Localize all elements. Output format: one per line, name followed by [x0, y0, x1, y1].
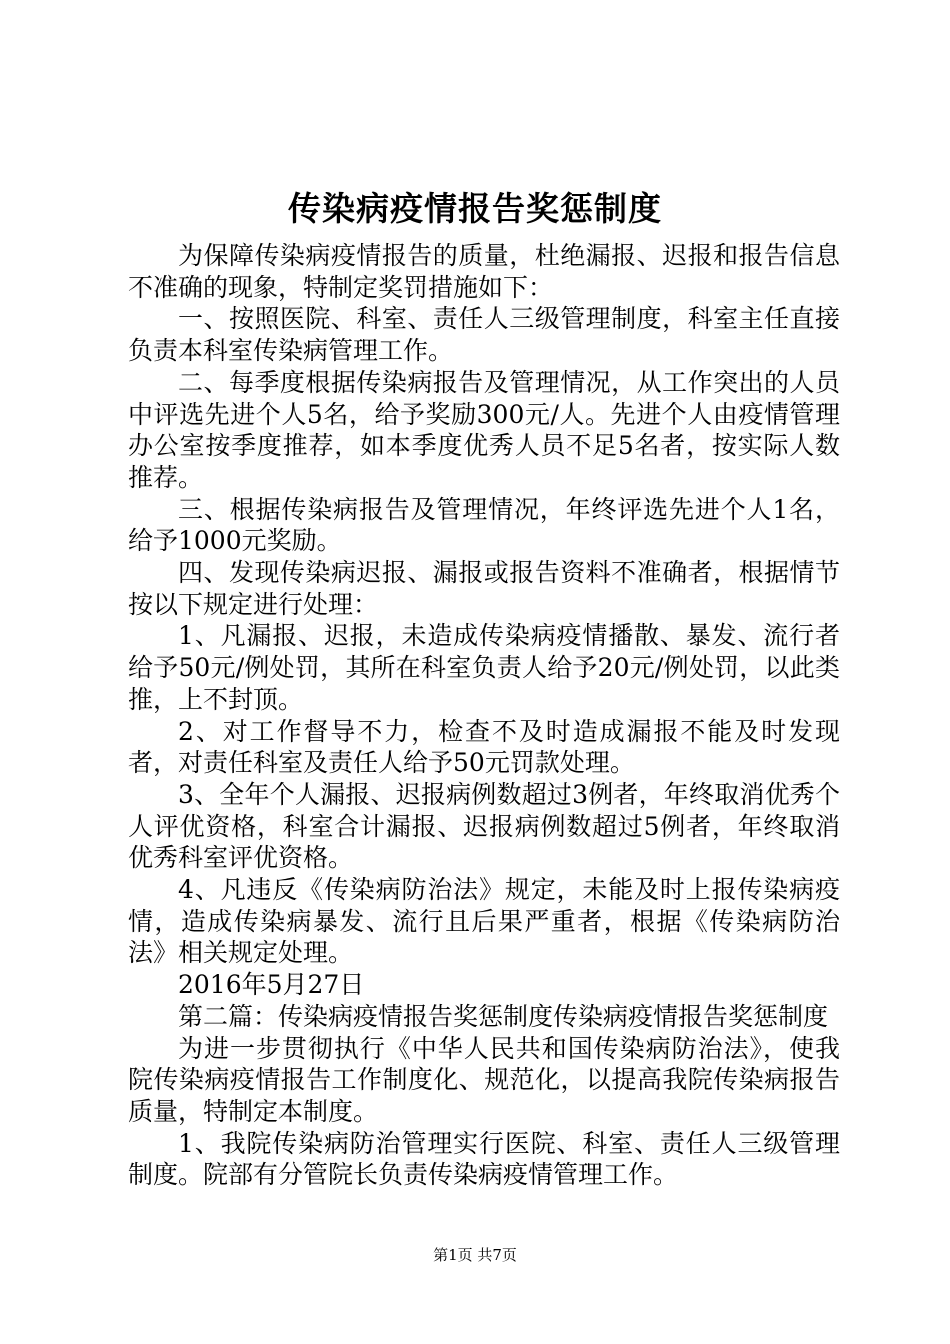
document-body	[128, 240, 840, 1191]
paragraph-second-item-1: 1、我院传染病防治管理实行医院、科室、责任人三级管理制度。院部有分管院长负责传染病疫情管理工作。	[128, 1128, 840, 1190]
paragraph-intro: 为保障传染病疫情报告的质量，杜绝漏报、迟报和报告信息不准确的现象，特制定奖罚措施如下：	[128, 241, 840, 302]
document-title: 传染病疫情报告奖惩制度	[288, 189, 662, 228]
paragraph-subitem-4: 4、凡违反《传染病防治法》规定，未能及时上报传染病疫情，造成传染病暴发、流行且后果严重者，根据《传染病防治法》相关规定处理。	[128, 875, 840, 968]
paragraph-second-intro: 为进一步贯彻执行《中华人民共和国传染病防治法》，使我院传染病疫情报告工作制度化、规范化，以提高我院传染病报告质量，特制定本制度。	[128, 1033, 840, 1126]
paragraph-item-2: 二、每季度根据传染病报告及管理情况，从工作突出的人员中评选先进个人5名，给予奖励300元/人。先进个人由疫情管理办公室按季度推荐，如本季度优秀人员不足5名者，按实际人数推荐。	[128, 367, 840, 492]
paragraph-subitem-3: 3、全年个人漏报、迟报病例数超过3例者，年终取消优秀个人评优资格，科室合计漏报、迟报病例数超过5例者，年终取消优秀科室评优资格。	[128, 779, 840, 873]
paragraph-subitem-2: 2、对工作督导不力，检查不及时造成漏报不能及时发现者，对责任科室及责任人给予50元罚款处理。	[128, 716, 840, 778]
paragraph-item-3: 三、根据传染病报告及管理情况，年终评选先进个人1名，给予1000元奖励。	[128, 494, 840, 556]
paragraph-date: 2016年5月27日	[178, 970, 365, 1000]
paragraph-subitem-1: 1、凡漏报、迟报，未造成传染病疫情播散、暴发、流行者给予50元/例处罚，其所在科室负责人给予20元/例处罚，以此类推，上不封顶。	[128, 621, 840, 714]
paragraph-item-1: 一、按照医院、科室、责任人三级管理制度，科室主任直接负责本科室传染病管理工作。	[128, 304, 840, 366]
paragraph-second-title: 第二篇：传染病疫情报告奖惩制度传染病疫情报告奖惩制度	[178, 1001, 829, 1031]
paragraph-item-4: 四、发现传染病迟报、漏报或报告资料不准确者，根据情节按以下规定进行处理：	[128, 558, 840, 619]
page-footer: 第1页 共7页	[433, 1246, 517, 1264]
